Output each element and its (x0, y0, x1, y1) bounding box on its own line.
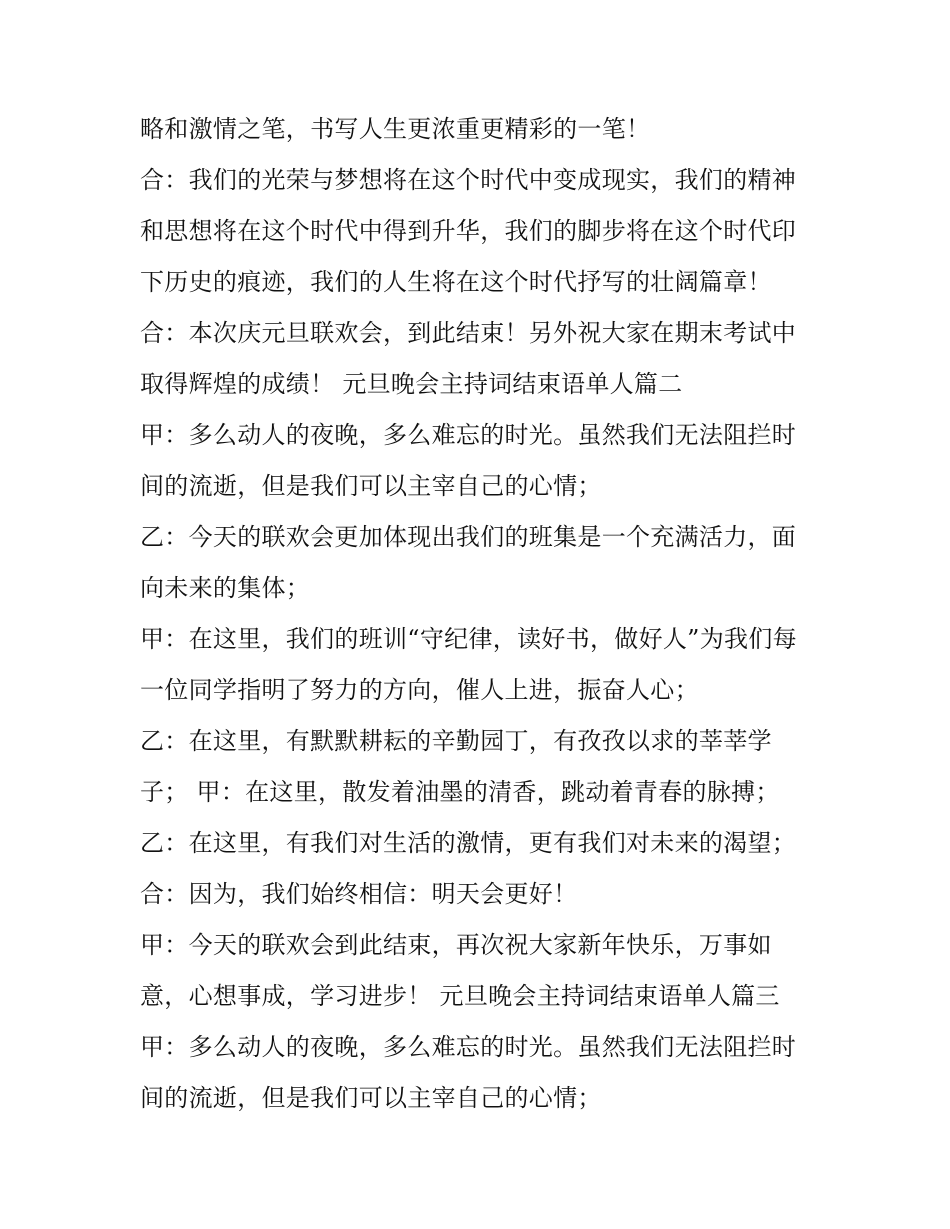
text-line: 一位同学指明了努力的方向，催人上进，振奋人心； (140, 676, 699, 704)
text-line: 甲：多么动人的夜晚，多么难忘的时光。虽然我们无法阻拦时 (140, 1033, 797, 1061)
text-line: 乙：在这里，有我们对生活的激情，更有我们对未来的渴望； (140, 829, 797, 857)
text-line: 取得辉煌的成绩！ 元旦晚会主持词结束语单人篇二 (140, 370, 683, 398)
text-line: 间的流逝，但是我们可以主宰自己的心情； (140, 1084, 602, 1112)
text-line: 合：我们的光荣与梦想将在这个时代中变成现实，我们的精神 (140, 166, 797, 194)
text-line: 向未来的集体； (140, 574, 311, 602)
text-line: 甲：在这里，我们的班训“守纪律，读好书，做好人”为我们每 (140, 625, 797, 653)
body-text (140, 104, 830, 1124)
text-line: 子； 甲：在这里，散发着油墨的清香，跳动着青春的脉搏； (140, 778, 780, 806)
text-line: 甲：多么动人的夜晚，多么难忘的时光。虽然我们无法阻拦时 (140, 421, 797, 449)
text-line: 甲：今天的联欢会到此结束，再次祝大家新年快乐，万事如 (140, 931, 772, 959)
text-line: 合：因为，我们始终相信：明天会更好！ (140, 880, 578, 908)
text-line: 意，心想事成，学习进步！ 元旦晚会主持词结束语单人篇三 (140, 982, 780, 1010)
text-line: 乙：今天的联欢会更加体现出我们的班集是一个充满活力，面 (140, 523, 797, 551)
text-line: 下历史的痕迹，我们的人生将在这个时代抒写的壮阔篇章！ (140, 268, 772, 296)
text-line: 合：本次庆元旦联欢会，到此结束！另外祝大家在期末考试中 (140, 319, 797, 347)
text-line: 和思想将在这个时代中得到升华，我们的脚步将在这个时代印 (140, 217, 797, 245)
text-line: 乙：在这里，有默默耕耘的辛勤园丁，有孜孜以求的莘莘学 (140, 727, 772, 755)
text-line: 略和激情之笔，书写人生更浓重更精彩的一笔！ (140, 115, 651, 143)
text-line: 间的流逝，但是我们可以主宰自己的心情； (140, 472, 602, 500)
